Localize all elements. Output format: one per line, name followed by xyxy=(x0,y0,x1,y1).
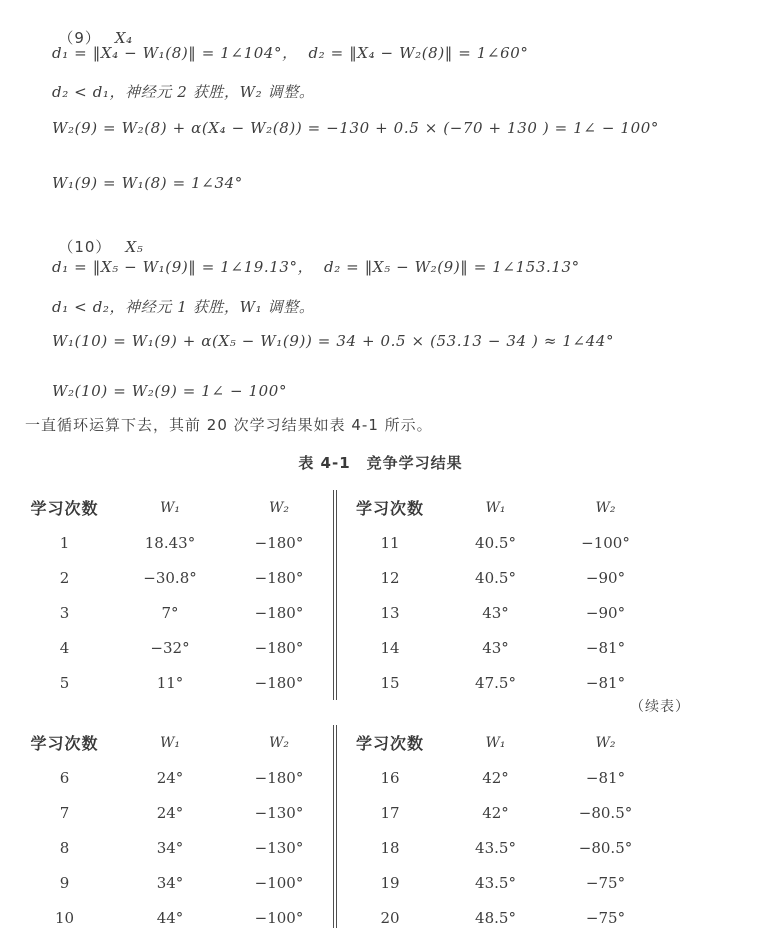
column-header-w2: W₂ xyxy=(268,499,289,516)
cell-w1-value: 40.5° xyxy=(475,568,516,587)
step-10-input-vector: X₅ xyxy=(125,238,144,256)
table-part2-right-half xyxy=(333,725,761,928)
cell-iteration: 7 xyxy=(59,803,70,822)
table-row xyxy=(337,865,761,900)
cell-iteration: 19 xyxy=(380,873,400,892)
step-10-distance-formula: d₁ = ‖X₅ − W₁(9)‖ = 1∠19.13°， d₂ = ‖X₅ − W₂(9)‖ = 1∠153.13° xyxy=(52,258,580,276)
column-header-w2: W₂ xyxy=(268,734,289,751)
cell-iteration: 1 xyxy=(59,533,70,552)
table-row xyxy=(0,595,333,630)
table-4-1-part1 xyxy=(0,490,761,700)
column-header-w2: W₂ xyxy=(595,734,616,751)
cell-w1-value: 43.5° xyxy=(475,838,516,857)
cell-iteration: 6 xyxy=(59,768,70,787)
column-header-iteration: 学习次数 xyxy=(30,499,99,518)
step-9-w1-update-formula: W₁(9) = W₁(8) = 1∠34° xyxy=(52,174,243,192)
cell-iteration: 20 xyxy=(380,908,400,927)
cell-w2-value: −180° xyxy=(254,638,304,657)
table-row xyxy=(337,830,761,865)
column-header-iteration: 学习次数 xyxy=(30,734,99,753)
cell-w2-value: −75° xyxy=(585,908,626,927)
table-row xyxy=(337,795,761,830)
table-continued-label: （续表） xyxy=(630,699,690,715)
cell-w1-value: 42° xyxy=(482,768,509,787)
cell-w2-value: −81° xyxy=(585,768,626,787)
cell-w2-value: −180° xyxy=(254,768,304,787)
cell-w2-value: −80.5° xyxy=(578,838,633,857)
table-header-row xyxy=(337,490,761,525)
table-row xyxy=(0,525,333,560)
cell-w1-value: 24° xyxy=(156,768,184,787)
cell-iteration: 4 xyxy=(59,638,70,657)
cell-w1-value: 11° xyxy=(156,673,184,692)
cell-w2-value: −81° xyxy=(585,673,626,692)
cell-w1-value: 7° xyxy=(161,603,179,622)
column-header-iteration: 学习次数 xyxy=(355,734,424,753)
cell-w1-value: 42° xyxy=(482,803,509,822)
cell-w2-value: −180° xyxy=(254,673,304,692)
cell-iteration: 3 xyxy=(59,603,70,622)
step-9-winner-statement: d₂ < d₁，神经元 2 获胜，W₂ 调整。 xyxy=(52,83,315,101)
step-9-distance-formula: d₁ = ‖X₄ − W₁(8)‖ = 1∠104°， d₂ = ‖X₄ − W₂(8)‖ = 1∠60° xyxy=(52,44,529,62)
cell-w2-value: −100° xyxy=(581,533,630,552)
table-row xyxy=(337,525,761,560)
cell-iteration: 12 xyxy=(380,568,400,587)
table-row xyxy=(0,865,333,900)
cell-iteration: 13 xyxy=(380,603,400,622)
cell-iteration: 11 xyxy=(380,533,400,552)
table-row xyxy=(0,560,333,595)
cell-w1-value: −32° xyxy=(150,638,190,657)
cell-w2-value: −100° xyxy=(254,908,304,927)
cell-iteration: 10 xyxy=(54,908,75,927)
cell-iteration: 16 xyxy=(380,768,400,787)
cell-w2-value: −130° xyxy=(254,838,304,857)
column-header-iteration: 学习次数 xyxy=(355,499,424,518)
cell-w2-value: −81° xyxy=(585,638,626,657)
table-header-row xyxy=(0,725,333,760)
column-header-w2: W₂ xyxy=(595,499,616,516)
cell-iteration: 17 xyxy=(380,803,400,822)
column-header-w1: W₁ xyxy=(159,499,180,516)
cell-w2-value: −75° xyxy=(585,873,626,892)
cell-w2-value: −180° xyxy=(254,533,304,552)
cell-w2-value: −130° xyxy=(254,803,304,822)
table-row xyxy=(337,665,761,700)
step-10-winner-statement: d₁ < d₂，神经元 1 获胜，W₁ 调整。 xyxy=(52,298,315,316)
table-header-row xyxy=(0,490,333,525)
column-header-w1: W₁ xyxy=(485,499,506,516)
cell-iteration: 9 xyxy=(59,873,70,892)
table-body xyxy=(0,525,333,700)
table-part1-left-half xyxy=(0,490,333,700)
table-row xyxy=(337,900,761,928)
cell-w1-value: 34° xyxy=(156,873,184,892)
cell-iteration: 5 xyxy=(59,673,70,692)
step-9-input-vector: X₄ xyxy=(114,29,133,47)
table-row xyxy=(337,630,761,665)
cell-iteration: 18 xyxy=(380,838,400,857)
closing-paragraph: 一直循环运算下去，其前 20 次学习结果如表 4-1 所示。 xyxy=(25,416,433,434)
cell-iteration: 8 xyxy=(59,838,70,857)
cell-w1-value: 43.5° xyxy=(475,873,516,892)
table-row xyxy=(0,630,333,665)
table-body xyxy=(337,760,761,928)
cell-w1-value: 43° xyxy=(482,638,509,657)
cell-w2-value: −100° xyxy=(254,873,304,892)
cell-w1-value: 40.5° xyxy=(475,533,516,552)
cell-w1-value: 18.43° xyxy=(144,533,196,552)
cell-w1-value: −30.8° xyxy=(143,568,197,587)
cell-w2-value: −80.5° xyxy=(578,803,633,822)
table-row xyxy=(0,795,333,830)
table-title: 表 4-1 竞争学习结果 xyxy=(298,454,463,472)
cell-w1-value: 47.5° xyxy=(475,673,516,692)
table-row xyxy=(0,900,333,928)
cell-w1-value: 24° xyxy=(156,803,184,822)
table-4-1-part2 xyxy=(0,725,761,928)
table-body xyxy=(337,525,761,700)
step-10-label: （10） xyxy=(58,238,112,256)
table-part2-left-half xyxy=(0,725,333,928)
table-row xyxy=(0,830,333,865)
cell-w2-value: −90° xyxy=(585,568,626,587)
column-header-w1: W₁ xyxy=(485,734,506,751)
table-row xyxy=(337,760,761,795)
step-10-w2-update-formula: W₂(10) = W₂(9) = 1∠ − 100° xyxy=(52,382,288,400)
table-part1-right-half xyxy=(333,490,761,700)
table-row xyxy=(337,595,761,630)
cell-iteration: 14 xyxy=(380,638,400,657)
cell-w2-value: −90° xyxy=(585,603,626,622)
table-header-row xyxy=(337,725,761,760)
column-header-w1: W₁ xyxy=(159,734,180,751)
cell-w1-value: 48.5° xyxy=(475,908,516,927)
cell-w1-value: 43° xyxy=(482,603,509,622)
cell-w1-value: 34° xyxy=(156,838,184,857)
cell-iteration: 2 xyxy=(59,568,70,587)
step-10-w1-update-formula: W₁(10) = W₁(9) + α(X₅ − W₁(9)) = 34 + 0.5 × (53.13 − 34 ) ≈ 1∠44° xyxy=(52,332,615,350)
table-row xyxy=(0,760,333,795)
table-row xyxy=(0,665,333,700)
table-body xyxy=(0,760,333,928)
table-row xyxy=(337,560,761,595)
cell-w1-value: 44° xyxy=(156,908,184,927)
step-9-label: （9） xyxy=(58,29,101,47)
step-9-w2-update-formula: W₂(9) = W₂(8) + α(X₄ − W₂(8)) = −130 + 0.5 × (−70 + 130 ) = 1∠ − 100° xyxy=(52,119,659,137)
cell-iteration: 15 xyxy=(380,673,400,692)
cell-w2-value: −180° xyxy=(254,568,304,587)
cell-w2-value: −180° xyxy=(254,603,304,622)
